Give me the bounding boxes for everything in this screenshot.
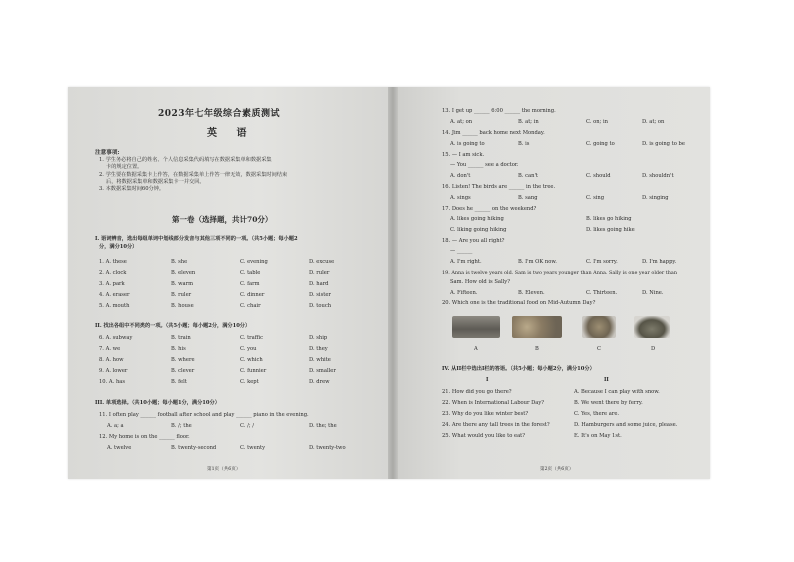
option-a: 7. A. we bbox=[99, 346, 121, 352]
question-13: 13. I get up ______ 6:00 ______ the morning. bbox=[442, 108, 556, 114]
book-gutter bbox=[388, 87, 398, 479]
exam-title: 2023年七年级综合素质测试 bbox=[158, 109, 281, 119]
option-c: C. dinner bbox=[240, 292, 265, 298]
match-answer: D. Hamburgers and some juice, please. bbox=[574, 422, 678, 428]
option-b: B. felt bbox=[171, 379, 187, 385]
option-b: B. likes go hiking bbox=[586, 216, 632, 222]
question-17: 17. Does he ______ on the weekend? bbox=[442, 206, 537, 212]
rice-dumpling-image bbox=[634, 316, 670, 338]
section-1-heading-cont: 分，满分10分） bbox=[99, 244, 138, 250]
option-c: C. which bbox=[240, 357, 263, 363]
match-answer: C. Yes, there are. bbox=[574, 411, 620, 417]
option-c: C. going to bbox=[586, 141, 615, 147]
option-a: 4. A. eraser bbox=[99, 292, 130, 298]
option-b: B. can't bbox=[518, 173, 538, 179]
question-16: 16. Listen! The birds are ______ in the tree. bbox=[442, 184, 556, 190]
option-a: A. don't bbox=[450, 173, 471, 179]
section-3-heading: III. 单项选择。（共10小题；每小题1分，满分10分） bbox=[95, 400, 220, 406]
section-4-heading: IV. 从II栏中选出I栏的答语。（共5小题；每小题2分，满分10分） bbox=[442, 366, 595, 372]
option-d: D. twenty-two bbox=[309, 445, 346, 451]
option-c: C. chair bbox=[240, 303, 261, 309]
option-a: 1. A. these bbox=[99, 259, 127, 265]
option-d: D. ruler bbox=[309, 270, 330, 276]
picture-label-a: A bbox=[474, 346, 478, 352]
question-14: 14. Jim ______ back home next Monday. bbox=[442, 130, 545, 136]
question-15: 15. — I am sick. bbox=[442, 152, 485, 158]
dumpling-image bbox=[582, 316, 616, 338]
option-b: B. at; in bbox=[518, 119, 539, 125]
mooncake-image bbox=[512, 316, 562, 338]
option-c: C. kept bbox=[240, 379, 259, 385]
option-a: 10. A. has bbox=[99, 379, 126, 385]
option-b: B. warm bbox=[171, 281, 194, 287]
question-18: 18. — Are you all right? bbox=[442, 238, 505, 244]
option-c: C. farm bbox=[240, 281, 260, 287]
option-d: D. excuse bbox=[309, 259, 335, 265]
option-c: C. should bbox=[586, 173, 611, 179]
option-a: A. a; a bbox=[107, 423, 124, 429]
option-a: A. likes going hiking bbox=[450, 216, 504, 222]
option-a: A. sings bbox=[450, 195, 471, 201]
option-c: C. sing bbox=[586, 195, 605, 201]
option-a: A. Fifteen. bbox=[450, 290, 478, 296]
option-a: A. I'm right. bbox=[450, 259, 482, 265]
option-a: 5. A. mouth bbox=[99, 303, 130, 309]
page-footer: 第2页（共6页） bbox=[540, 467, 574, 472]
option-d: D. hard bbox=[309, 281, 329, 287]
option-c: C. you bbox=[240, 346, 257, 352]
option-a: 3. A. park bbox=[99, 281, 125, 287]
column-ii-label: II bbox=[604, 377, 609, 383]
question-19: 19. Anna is twelve years old. Sam is two years younger than Anna. Sally is one year older than bbox=[442, 270, 677, 276]
option-a: 6. A. subway bbox=[99, 335, 133, 341]
notice-line: 后，将数据采集单和数据采集卡一并交回。 bbox=[106, 179, 205, 185]
option-a: 8. A. how bbox=[99, 357, 124, 363]
match-question: 22. When is International Labour Day? bbox=[442, 400, 545, 406]
notice-line: 3. 本数据采集时间60分钟。 bbox=[99, 186, 165, 192]
match-question: 25. What would you like to eat? bbox=[442, 433, 526, 439]
option-c: C. /; / bbox=[240, 423, 254, 429]
option-d: D. I'm happy. bbox=[642, 259, 677, 265]
option-b: B. clever bbox=[171, 368, 195, 374]
notice-line: 1. 学生务必将自己的姓名、个人信息采集代码填写在数据采集单和数据采集 bbox=[99, 157, 272, 163]
option-d: D. ship bbox=[309, 335, 328, 341]
option-b: B. I'm OK now. bbox=[518, 259, 557, 265]
option-d: D. smaller bbox=[309, 368, 336, 374]
question-20: 20. Which one is the traditional food on Mid-Autumn Day? bbox=[442, 300, 596, 306]
option-a: A. twelve bbox=[107, 445, 132, 451]
option-c: C. twenty bbox=[240, 445, 266, 451]
notice-heading: 注意事项: bbox=[95, 150, 120, 156]
option-d: D. likes going hike bbox=[586, 227, 635, 233]
picture-label-d: D bbox=[651, 346, 656, 352]
option-b: B. house bbox=[171, 303, 194, 309]
question-15-line-2: — You ______ see a doctor. bbox=[450, 162, 519, 168]
notice-line: 卡的规定位置。 bbox=[106, 164, 143, 170]
option-d: D. the; the bbox=[309, 423, 337, 429]
option-b: B. she bbox=[171, 259, 188, 265]
match-answer: B. We went there by ferry. bbox=[574, 400, 643, 406]
option-b: B. is bbox=[518, 141, 530, 147]
option-d: D. is going to be bbox=[642, 141, 685, 147]
option-b: B. where bbox=[171, 357, 195, 363]
option-d: D. singing bbox=[642, 195, 669, 201]
option-b: B. train bbox=[171, 335, 191, 341]
option-c: C. traffic bbox=[240, 335, 263, 341]
option-b: B. Eleven. bbox=[518, 290, 545, 296]
option-d: D. they bbox=[309, 346, 328, 352]
option-d: D. shouldn't bbox=[642, 173, 674, 179]
question-18-line-2: — ______ bbox=[450, 248, 473, 254]
scanned-exam-spread bbox=[68, 87, 710, 479]
option-c: C. evening bbox=[240, 259, 268, 265]
match-question: 23. Why do you like winter best? bbox=[442, 411, 529, 417]
question-12: 12. My home is on the ______ floor. bbox=[99, 434, 190, 440]
option-c: C. liking going hiking bbox=[450, 227, 507, 233]
option-d: D. sister bbox=[309, 292, 331, 298]
zongzi-image bbox=[452, 316, 500, 338]
option-a: A. is going to bbox=[450, 141, 485, 147]
option-c: C. on; in bbox=[586, 119, 608, 125]
section-2-heading: II. 找出各组中不同类的一项。（共5小题；每小题2分，满分10分） bbox=[95, 323, 251, 329]
match-answer: E. It's on May 1st. bbox=[574, 433, 622, 439]
option-b: B. sang bbox=[518, 195, 538, 201]
option-d: D. white bbox=[309, 357, 331, 363]
option-b: B. /; the bbox=[171, 423, 192, 429]
picture-label-b: B bbox=[535, 346, 539, 352]
option-b: B. eleven bbox=[171, 270, 196, 276]
option-c: C. funnier bbox=[240, 368, 267, 374]
option-d: D. at; on bbox=[642, 119, 665, 125]
option-c: C. table bbox=[240, 270, 261, 276]
option-a: 9. A. lower bbox=[99, 368, 128, 374]
match-answer: A. Because I can play with snow. bbox=[574, 389, 660, 395]
page-footer: 第1页（共6页） bbox=[207, 467, 241, 472]
option-d: D. drew bbox=[309, 379, 330, 385]
option-d: D. Nine. bbox=[642, 290, 664, 296]
match-question: 24. Are there any tall trees in the forest? bbox=[442, 422, 550, 428]
section-1-heading: I. 语词辨音，选出每组单词中划线部分发音与其他三项不同的一项。（共5小题；每小题2 bbox=[95, 236, 298, 242]
option-c: C. Thirteen. bbox=[586, 290, 618, 296]
option-c: C. I'm sorry. bbox=[586, 259, 618, 265]
question-19-line-2: Sam. How old is Sally? bbox=[450, 279, 510, 285]
notice-line: 2. 学生要在数据采集卡上作答，在数据采集单上作答一律无效，数据采集时间结束 bbox=[99, 172, 288, 178]
part-one-heading: 第一卷（选择题，共计70分） bbox=[172, 215, 273, 224]
exam-page-2 bbox=[398, 87, 710, 479]
option-a: 2. A. clock bbox=[99, 270, 127, 276]
match-question: 21. How did you go there? bbox=[442, 389, 512, 395]
picture-label-c: C bbox=[597, 346, 601, 352]
option-b: B. twenty-second bbox=[171, 445, 217, 451]
option-b: B. his bbox=[171, 346, 186, 352]
option-b: B. ruler bbox=[171, 292, 192, 298]
column-i-label: I bbox=[486, 377, 489, 383]
subject-title: 英 语 bbox=[207, 128, 255, 139]
exam-page-1 bbox=[68, 87, 388, 479]
option-a: A. at; on bbox=[450, 119, 473, 125]
option-d: D. touch bbox=[309, 303, 332, 309]
question-11: 11. I often play ______ football after school and play ______ piano in the evening. bbox=[99, 412, 309, 418]
